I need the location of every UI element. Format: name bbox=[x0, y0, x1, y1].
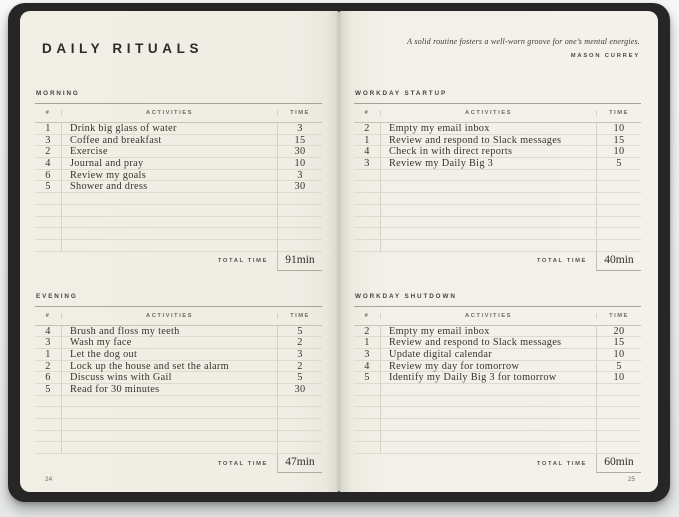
row-activity: Review my Daily Big 3 bbox=[389, 158, 494, 170]
row-number bbox=[354, 193, 381, 204]
table-row bbox=[354, 372, 641, 384]
row-number bbox=[35, 205, 62, 216]
table-row-empty bbox=[35, 240, 322, 252]
table-header-row bbox=[35, 103, 322, 123]
row-activity: Brush and floss my teeth bbox=[70, 325, 180, 337]
row-time: 5 bbox=[277, 326, 322, 338]
row-time bbox=[277, 396, 322, 407]
row-number bbox=[354, 228, 381, 239]
row-number bbox=[354, 442, 381, 453]
row-number: 5 bbox=[354, 372, 381, 384]
row-activity bbox=[62, 431, 277, 442]
row-number: 3 bbox=[354, 349, 381, 361]
table-row bbox=[35, 158, 322, 170]
row-time bbox=[277, 228, 322, 239]
table-row-empty bbox=[354, 384, 641, 396]
row-activity bbox=[381, 431, 596, 442]
table-row bbox=[35, 123, 322, 135]
row-time bbox=[596, 407, 641, 418]
table-row-empty bbox=[354, 170, 641, 182]
row-number: 2 bbox=[354, 326, 381, 338]
total-row bbox=[354, 454, 641, 473]
row-number: 3 bbox=[354, 158, 381, 170]
table-row bbox=[35, 326, 322, 338]
page-right-body bbox=[354, 90, 641, 473]
column-header-activities: ACTIVITIES bbox=[465, 110, 512, 116]
row-activity: Review my day for tomorrow bbox=[389, 360, 520, 372]
section-label: WORKDAY SHUTDOWN bbox=[355, 292, 457, 300]
row-number: 2 bbox=[35, 146, 62, 158]
row-number: 3 bbox=[35, 337, 62, 349]
row-time: 3 bbox=[277, 170, 322, 182]
table-row-empty bbox=[35, 193, 322, 205]
total-time-value: 60min bbox=[596, 454, 641, 473]
table-header-row bbox=[35, 306, 322, 326]
row-number bbox=[354, 240, 381, 251]
row-activity bbox=[381, 217, 596, 228]
table-row-empty bbox=[354, 193, 641, 205]
table-row-empty bbox=[354, 431, 641, 443]
row-time: 10 bbox=[596, 372, 641, 384]
table-row bbox=[35, 361, 322, 373]
row-time bbox=[596, 431, 641, 442]
row-activity: Journal and pray bbox=[70, 158, 144, 170]
row-activity bbox=[62, 217, 277, 228]
row-number bbox=[354, 384, 381, 395]
row-time bbox=[277, 217, 322, 228]
quote-block bbox=[407, 37, 640, 59]
row-activity bbox=[381, 228, 596, 239]
row-number: 5 bbox=[35, 384, 62, 396]
row-time bbox=[596, 442, 641, 453]
row-activity bbox=[62, 240, 277, 251]
row-time: 10 bbox=[596, 349, 641, 361]
row-number: 1 bbox=[354, 135, 381, 147]
row-time bbox=[596, 217, 641, 228]
row-activity: Identify my Daily Big 3 for tomorrow bbox=[389, 372, 557, 384]
row-time: 15 bbox=[596, 135, 641, 147]
table-row bbox=[354, 123, 641, 135]
column-header-time: TIME bbox=[596, 110, 641, 116]
table-row bbox=[354, 135, 641, 147]
row-time bbox=[596, 384, 641, 395]
page-right-header bbox=[354, 11, 641, 90]
total-row bbox=[35, 252, 322, 271]
table-row bbox=[35, 181, 322, 193]
table-row bbox=[35, 372, 322, 384]
row-activity: Lock up the house and set the alarm bbox=[70, 360, 229, 372]
row-activity bbox=[381, 240, 596, 251]
row-activity bbox=[62, 205, 277, 216]
page-left-header bbox=[35, 11, 322, 90]
row-number bbox=[354, 407, 381, 418]
quote-author: MASON CURREY bbox=[570, 53, 640, 59]
section-label: MORNING bbox=[36, 90, 80, 97]
row-number bbox=[35, 407, 62, 418]
ritual-section bbox=[35, 293, 322, 474]
row-number: 4 bbox=[354, 146, 381, 158]
row-time: 5 bbox=[277, 372, 322, 384]
total-time-value: 40min bbox=[596, 252, 641, 271]
row-number: 1 bbox=[35, 349, 62, 361]
row-time: 3 bbox=[277, 123, 322, 135]
row-number bbox=[35, 442, 62, 453]
table-row-empty bbox=[354, 205, 641, 217]
column-header-num: # bbox=[354, 110, 381, 116]
row-activity bbox=[381, 442, 596, 453]
table-row bbox=[35, 146, 322, 158]
row-activity: Discuss wins with Gail bbox=[70, 372, 172, 384]
row-number bbox=[354, 205, 381, 216]
row-activity bbox=[381, 384, 596, 395]
table-row bbox=[35, 349, 322, 361]
row-activity: Wash my face bbox=[70, 337, 132, 349]
row-activity bbox=[381, 170, 596, 181]
table-row-empty bbox=[35, 228, 322, 240]
quote-text: A solid routine fosters a well-worn groove for one’s mental energies. bbox=[407, 37, 640, 46]
table-row-empty bbox=[354, 217, 641, 229]
ritual-section bbox=[354, 293, 641, 474]
row-number: 1 bbox=[354, 337, 381, 349]
row-time bbox=[277, 442, 322, 453]
total-time-label: TOTAL TIME bbox=[536, 460, 587, 467]
row-number bbox=[354, 181, 381, 192]
row-number bbox=[35, 396, 62, 407]
table-row bbox=[354, 146, 641, 158]
row-activity bbox=[62, 396, 277, 407]
column-header-activities: ACTIVITIES bbox=[146, 312, 193, 319]
row-time bbox=[277, 193, 322, 204]
column-header-num: # bbox=[35, 110, 62, 116]
row-number: 4 bbox=[35, 326, 62, 338]
row-time bbox=[596, 181, 641, 192]
row-number bbox=[354, 396, 381, 407]
row-number bbox=[354, 419, 381, 430]
table-row bbox=[354, 158, 641, 170]
table-row bbox=[35, 337, 322, 349]
row-activity bbox=[381, 181, 596, 192]
row-activity bbox=[381, 193, 596, 204]
table-row bbox=[35, 170, 322, 182]
row-time: 10 bbox=[277, 158, 322, 170]
table-row-empty bbox=[354, 181, 641, 193]
table-row bbox=[354, 361, 641, 373]
section-label: EVENING bbox=[36, 292, 78, 300]
table-row bbox=[354, 337, 641, 349]
row-activity bbox=[381, 396, 596, 407]
row-time bbox=[596, 419, 641, 430]
row-time: 5 bbox=[596, 158, 641, 170]
row-activity: Read for 30 minutes bbox=[70, 384, 160, 395]
row-number bbox=[354, 217, 381, 228]
page-number-right: 25 bbox=[627, 476, 635, 483]
page-right bbox=[339, 11, 658, 492]
row-number: 2 bbox=[35, 361, 62, 373]
row-time: 3 bbox=[277, 349, 322, 361]
row-time: 10 bbox=[596, 146, 641, 158]
row-time bbox=[596, 240, 641, 251]
row-activity: Review and respond to Slack messages bbox=[389, 337, 562, 349]
row-activity bbox=[62, 228, 277, 239]
row-time bbox=[596, 170, 641, 181]
table-row-empty bbox=[354, 228, 641, 240]
row-activity bbox=[62, 193, 277, 204]
row-activity: Review and respond to Slack messages bbox=[389, 134, 562, 146]
table-header-row bbox=[354, 306, 641, 326]
section-label: WORKDAY STARTUP bbox=[355, 90, 448, 97]
row-activity: Shower and dress bbox=[70, 181, 148, 193]
row-time: 10 bbox=[596, 123, 641, 135]
total-row bbox=[35, 454, 322, 473]
total-time-label: TOTAL TIME bbox=[217, 258, 268, 265]
column-header-time: TIME bbox=[596, 313, 641, 319]
row-time: 15 bbox=[277, 135, 322, 147]
row-time bbox=[277, 431, 322, 442]
table-row-empty bbox=[35, 396, 322, 408]
table-row bbox=[354, 349, 641, 361]
row-activity: Empty my email inbox bbox=[389, 325, 490, 337]
notebook-spread bbox=[20, 11, 658, 492]
table-row-empty bbox=[35, 205, 322, 217]
row-number bbox=[35, 419, 62, 430]
row-activity: Check in with direct reports bbox=[389, 146, 513, 158]
row-activity bbox=[381, 419, 596, 430]
column-header-num: # bbox=[35, 313, 62, 319]
column-header-time: TIME bbox=[277, 110, 322, 116]
row-time: 15 bbox=[596, 337, 641, 349]
column-header-time: TIME bbox=[277, 313, 322, 319]
row-number: 5 bbox=[35, 181, 62, 193]
row-time bbox=[596, 396, 641, 407]
table-row-empty bbox=[35, 419, 322, 431]
total-time-value: 91min bbox=[277, 252, 322, 271]
row-activity bbox=[62, 419, 277, 430]
column-header-num: # bbox=[354, 313, 381, 319]
row-number: 4 bbox=[354, 361, 381, 373]
row-activity: Empty my email inbox bbox=[389, 123, 490, 134]
page-number-left: 24 bbox=[45, 476, 53, 483]
row-activity: Exercise bbox=[70, 146, 108, 158]
page-title: DAILY RITUALS bbox=[42, 41, 204, 56]
row-activity: Drink big glass of water bbox=[70, 123, 177, 134]
page-left-body bbox=[35, 90, 322, 473]
row-time bbox=[277, 240, 322, 251]
row-time bbox=[596, 205, 641, 216]
row-activity bbox=[62, 442, 277, 453]
table-row-empty bbox=[354, 442, 641, 454]
row-time bbox=[277, 407, 322, 418]
row-time: 30 bbox=[277, 146, 322, 158]
table-header-row bbox=[354, 103, 641, 123]
total-time-value: 47min bbox=[277, 454, 322, 473]
row-time: 20 bbox=[596, 326, 641, 338]
row-number bbox=[35, 193, 62, 204]
row-number: 6 bbox=[35, 170, 62, 182]
row-time bbox=[596, 193, 641, 204]
table-row-empty bbox=[35, 407, 322, 419]
ritual-section bbox=[35, 90, 322, 271]
row-number: 3 bbox=[35, 135, 62, 147]
table-row-empty bbox=[354, 419, 641, 431]
row-activity bbox=[381, 407, 596, 418]
column-header-activities: ACTIVITIES bbox=[465, 312, 512, 319]
table-row bbox=[35, 135, 322, 147]
total-row bbox=[354, 252, 641, 271]
row-time: 30 bbox=[277, 384, 322, 396]
row-number bbox=[35, 228, 62, 239]
row-activity: Coffee and breakfast bbox=[70, 134, 162, 146]
row-activity: Review my goals bbox=[70, 169, 146, 181]
row-time: 30 bbox=[277, 181, 322, 193]
row-time bbox=[596, 228, 641, 239]
column-header-activities: ACTIVITIES bbox=[146, 110, 193, 116]
table-row-empty bbox=[35, 442, 322, 454]
row-number bbox=[354, 431, 381, 442]
table-row-empty bbox=[35, 217, 322, 229]
row-number bbox=[35, 217, 62, 228]
row-number bbox=[354, 170, 381, 181]
row-number: 2 bbox=[354, 123, 381, 135]
table-row-empty bbox=[35, 431, 322, 443]
row-number: 1 bbox=[35, 123, 62, 135]
row-time: 2 bbox=[277, 337, 322, 349]
row-number bbox=[35, 240, 62, 251]
row-number: 6 bbox=[35, 372, 62, 384]
table-row-empty bbox=[354, 407, 641, 419]
table-row-empty bbox=[354, 240, 641, 252]
row-number: 4 bbox=[35, 158, 62, 170]
table-row-empty bbox=[354, 396, 641, 408]
row-activity bbox=[62, 407, 277, 418]
row-activity: Update digital calendar bbox=[389, 348, 492, 360]
table-row bbox=[354, 326, 641, 338]
table-row bbox=[35, 384, 322, 396]
total-time-label: TOTAL TIME bbox=[217, 460, 268, 467]
row-time bbox=[277, 205, 322, 216]
row-time bbox=[277, 419, 322, 430]
notebook bbox=[8, 3, 670, 502]
page-left bbox=[20, 11, 339, 492]
row-activity: Let the dog out bbox=[70, 348, 138, 360]
row-time: 5 bbox=[596, 361, 641, 373]
row-time: 2 bbox=[277, 361, 322, 373]
row-activity bbox=[381, 205, 596, 216]
ritual-section bbox=[354, 90, 641, 271]
total-time-label: TOTAL TIME bbox=[536, 258, 587, 265]
row-number bbox=[35, 431, 62, 442]
